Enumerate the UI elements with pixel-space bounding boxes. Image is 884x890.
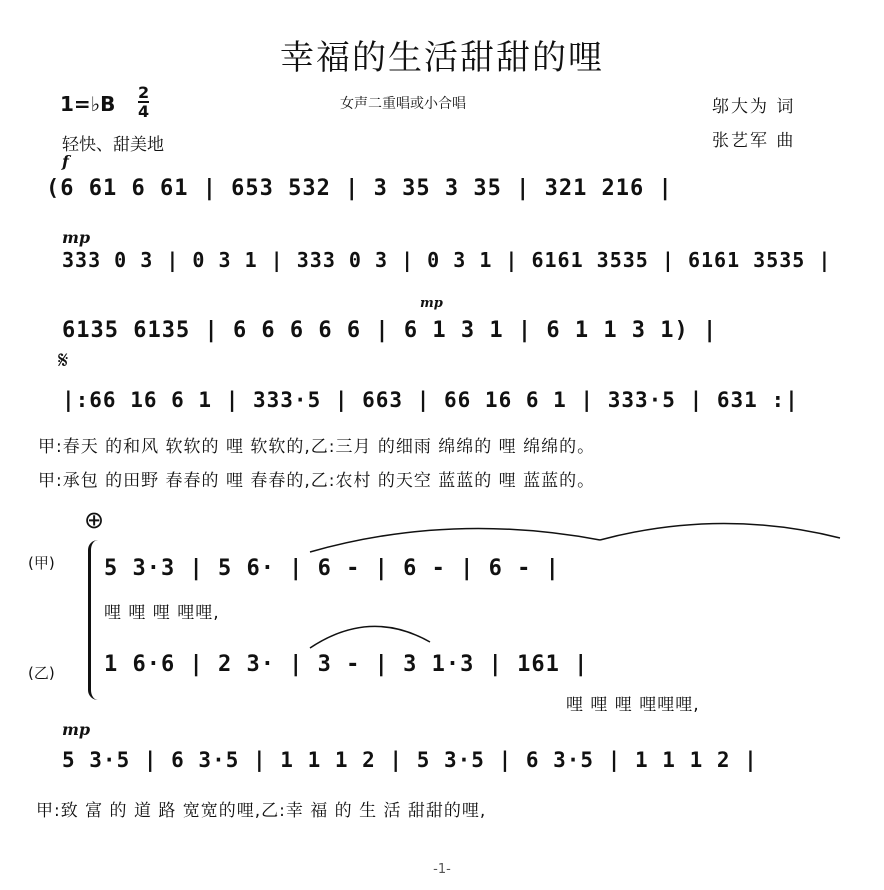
lyrics-coda-yi: 哩 哩 哩 哩哩哩, [566,695,700,715]
dynamic-mezzo-piano-2: mp [420,296,443,311]
song-title: 幸福的生活甜甜的哩 [280,38,604,78]
score-line-1: (6 61 6 61 | 653 532 | 3 35 3 35 | 321 216 | [46,176,673,201]
voice-label-yi: (乙) [28,664,55,682]
time-signature-bottom: 4 [138,102,150,121]
dynamic-forte: f [62,152,69,171]
slur-marks-yi [300,612,440,652]
score-line-5-yi: 1 6·6 | 2 3· | 3 - | 3 1·3 | 161 | [104,652,589,677]
time-signature-top: 2 [138,83,150,102]
lyricist-credit: 邬大为 词 [712,97,796,117]
time-signature [138,84,149,120]
lyrics-coda-jia: 哩 哩 哩 哩哩, [104,603,220,623]
coda-symbol: ⊕ [84,506,105,534]
system-brace [88,540,101,700]
lyrics-final: 甲:致 富 的 道 路 宽宽的哩,乙:幸 福 的 生 活 甜甜的哩, [36,801,487,821]
slur-marks [300,510,860,560]
page-number: -1- [433,862,451,877]
voice-label-jia: (甲) [28,554,55,572]
tempo-marking: 轻快、甜美地 [62,135,164,155]
slur-3 [310,626,430,648]
score-line-4: |:66 16 6 1 | 333·5 | 663 | 66 16 6 1 | 333·5 | 631 :| [62,388,799,412]
composer-credit: 张艺军 曲 [712,131,796,151]
lyrics-verse-1: 甲:春天 的和风 软软的 哩 软软的,乙:三月 的细雨 绵绵的 哩 绵绵的。 [38,437,596,457]
dynamic-mezzo-piano-3: mp [62,720,91,739]
segno-symbol: 𝄋 [58,346,69,374]
performance-note: 女声二重唱或小合唱 [340,96,466,112]
slur-2 [600,523,840,540]
score-line-2: 333 0 3 | 0 3 1 | 333 0 3 | 0 3 1 | 6161 3535 | 6161 3535 | [62,248,832,272]
score-line-5-jia: 5 3·3 | 5 6· | 6 - | 6 - | 6 - | [104,556,560,581]
dynamic-mezzo-piano: mp [62,228,91,247]
lyrics-verse-2: 甲:承包 的田野 春春的 哩 春春的,乙:农村 的天空 蓝蓝的 哩 蓝蓝的。 [38,471,596,491]
score-line-3: 6135 6135 | 6 6 6 6 6 | 6 1 3 1 | 6 1 1 3 1) | [62,318,718,343]
slur-1 [310,528,600,552]
key-signature: 1=♭B [60,92,116,116]
score-line-6: 5 3·5 | 6 3·5 | 1 1 1 2 | 5 3·5 | 6 3·5 | 1 1 1 2 | [62,748,758,772]
